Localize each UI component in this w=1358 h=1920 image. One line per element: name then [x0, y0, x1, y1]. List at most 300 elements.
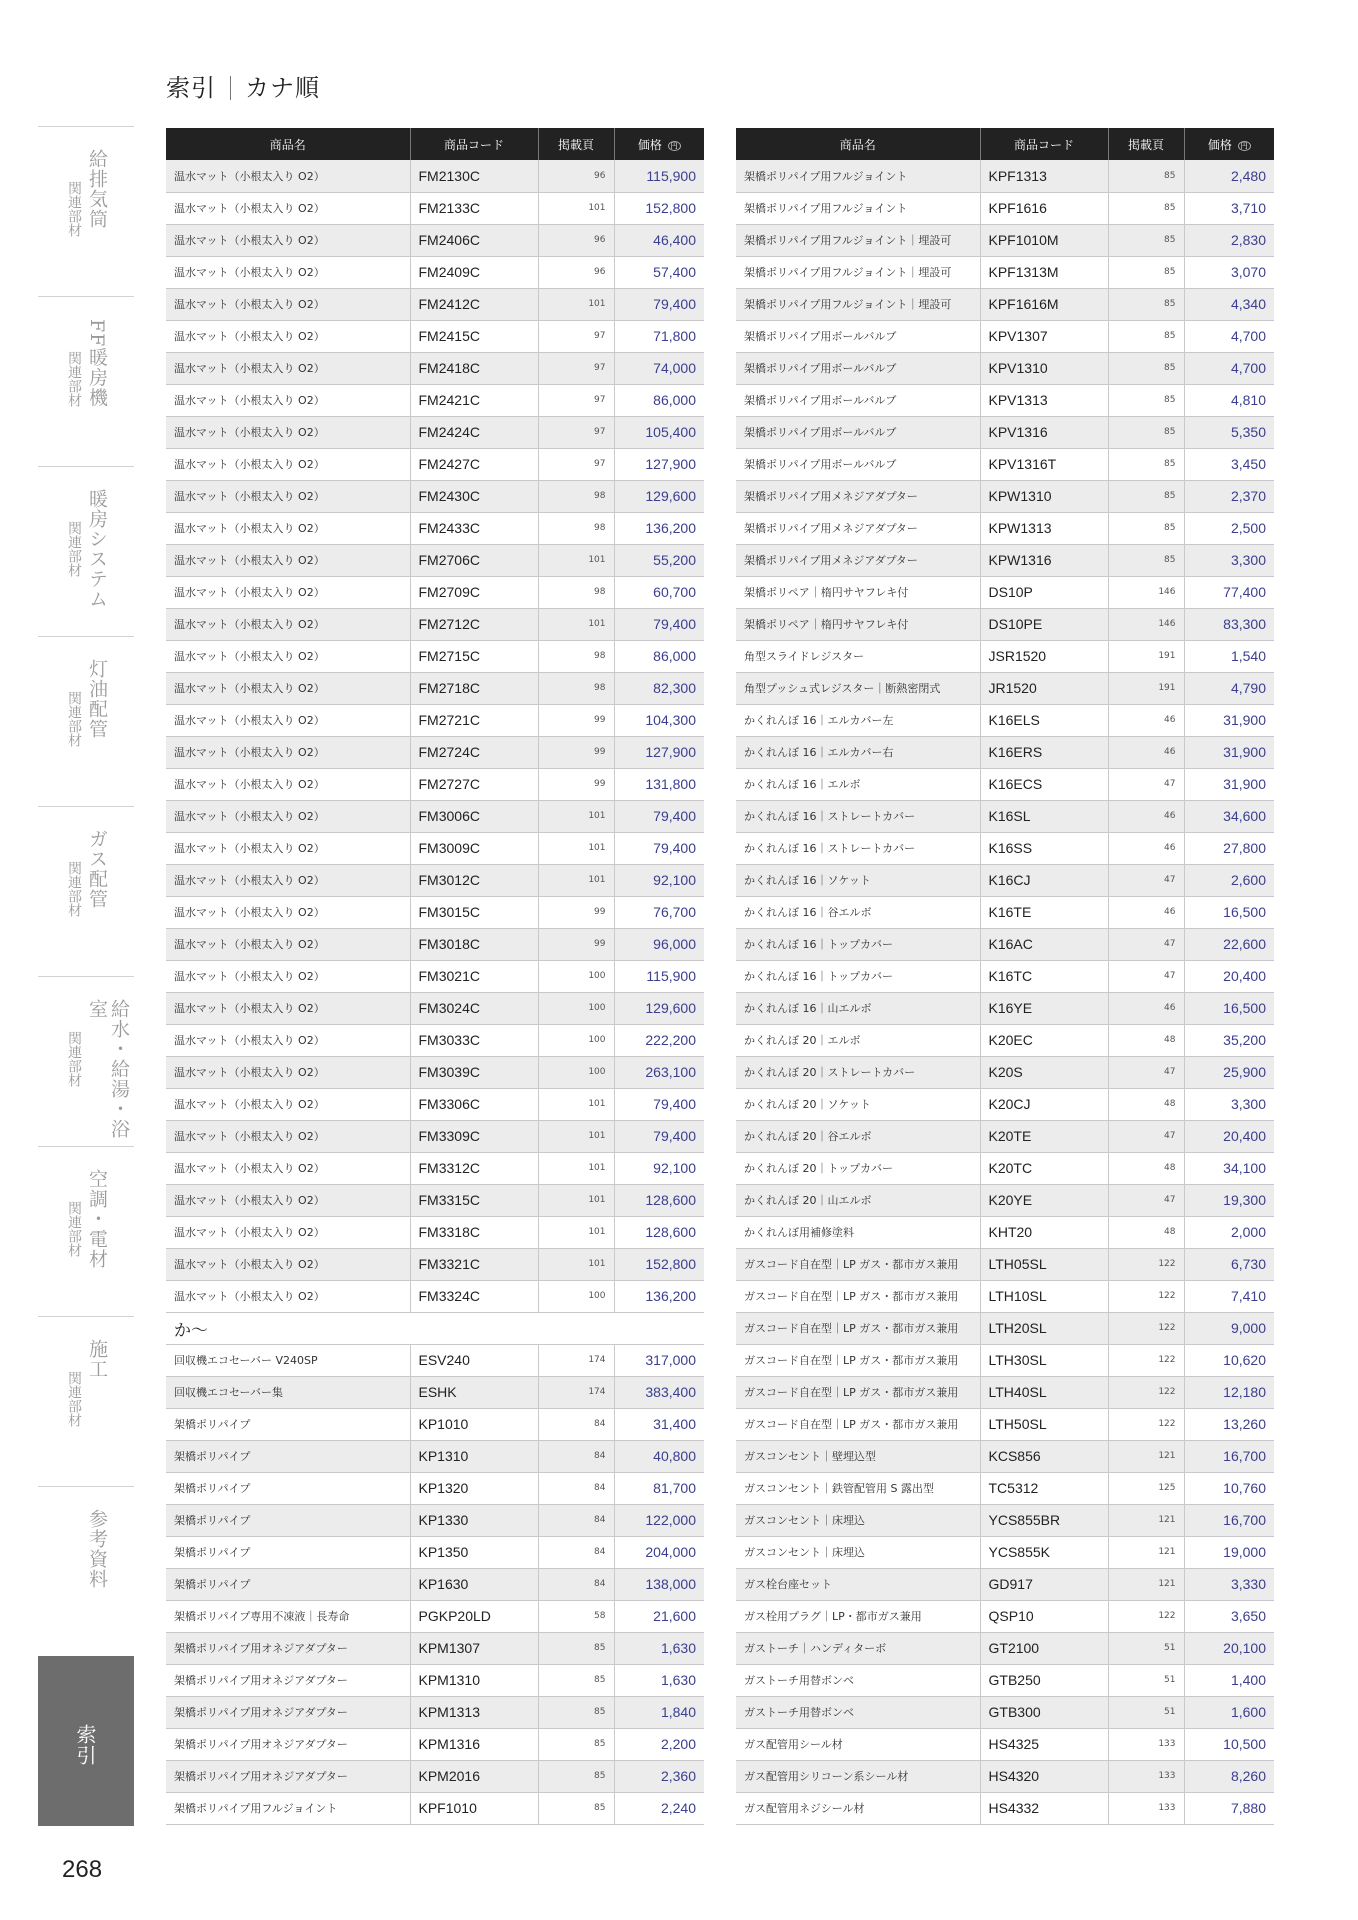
product-code: FM2424C — [410, 416, 538, 448]
product-code: KPV1307 — [980, 320, 1108, 352]
product-code: FM3024C — [410, 992, 538, 1024]
side-nav-item-label: 暖房システム — [86, 489, 108, 609]
page-ref: 58 — [538, 1600, 614, 1632]
page-ref: 101 — [538, 832, 614, 864]
price: 10,500 — [1184, 1728, 1274, 1760]
product-code: DS10P — [980, 576, 1108, 608]
price: 3,710 — [1184, 192, 1274, 224]
price: 4,340 — [1184, 288, 1274, 320]
price: 74,000 — [614, 352, 704, 384]
page-ref: 98 — [538, 480, 614, 512]
table-row — [166, 480, 704, 512]
price: 115,900 — [614, 960, 704, 992]
product-name: ガス配管用ネジシール材 — [736, 1792, 980, 1824]
page-ref: 85 — [1108, 544, 1184, 576]
table-row — [736, 1088, 1274, 1120]
product-code: FM2718C — [410, 672, 538, 704]
product-name: 架橋ポリパイプ用オネジアダプター — [166, 1664, 410, 1696]
product-code: FM2406C — [410, 224, 538, 256]
page-ref: 46 — [1108, 832, 1184, 864]
product-name: 架橋ポリペア｜楕円サヤフレキ付 — [736, 576, 980, 608]
table-row — [736, 1504, 1274, 1536]
price: 55,200 — [614, 544, 704, 576]
table-row — [736, 1792, 1274, 1824]
price: 82,300 — [614, 672, 704, 704]
price: 35,200 — [1184, 1024, 1274, 1056]
table-row — [166, 672, 704, 704]
price: 40,800 — [614, 1440, 704, 1472]
product-name: かくれんぼ 16｜ストレートカバー — [736, 800, 980, 832]
product-code: LTH10SL — [980, 1280, 1108, 1312]
page-ref: 46 — [1108, 800, 1184, 832]
product-code: LTH05SL — [980, 1248, 1108, 1280]
page-ref: 47 — [1108, 1120, 1184, 1152]
header-price — [614, 128, 704, 160]
product-code: K20TC — [980, 1152, 1108, 1184]
product-name: かくれんぼ 16｜エルボ — [736, 768, 980, 800]
price: 19,000 — [1184, 1536, 1274, 1568]
table-row — [736, 288, 1274, 320]
price: 2,480 — [1184, 160, 1274, 192]
side-nav-item[interactable] — [38, 296, 134, 466]
product-code: TC5312 — [980, 1472, 1108, 1504]
page-ref: 85 — [538, 1632, 614, 1664]
price: 31,400 — [614, 1408, 704, 1440]
product-name: かくれんぼ 16｜ソケット — [736, 864, 980, 896]
product-name: ガストーチ用替ボンベ — [736, 1664, 980, 1696]
product-name: 架橋ポリペア｜楕円サヤフレキ付 — [736, 608, 980, 640]
table-row — [736, 448, 1274, 480]
table-row — [736, 1568, 1274, 1600]
product-code: FM2712C — [410, 608, 538, 640]
product-code: KPV1310 — [980, 352, 1108, 384]
table-row — [166, 1792, 704, 1824]
product-code: KP1310 — [410, 1440, 538, 1472]
product-name: 温水マット（小根太入り O2） — [166, 352, 410, 384]
product-name: 架橋ポリパイプ用フルジョイント — [166, 1792, 410, 1824]
price: 3,450 — [1184, 448, 1274, 480]
table-row — [736, 992, 1274, 1024]
product-name: ガス配管用シール材 — [736, 1728, 980, 1760]
price: 2,370 — [1184, 480, 1274, 512]
product-code: FM3015C — [410, 896, 538, 928]
side-nav-item[interactable] — [38, 466, 134, 636]
page-ref: 84 — [538, 1472, 614, 1504]
product-name: 架橋ポリパイプ専用不凍液｜長寿命 — [166, 1600, 410, 1632]
product-name: 温水マット（小根太入り O2） — [166, 800, 410, 832]
table-row — [166, 288, 704, 320]
table-row — [166, 1376, 704, 1408]
table-row — [736, 1440, 1274, 1472]
side-nav-item-sublabel: 関連部材 — [66, 1201, 82, 1257]
page-ref: 51 — [1108, 1632, 1184, 1664]
product-code: FM2724C — [410, 736, 538, 768]
table-row — [166, 1184, 704, 1216]
table-row — [166, 1472, 704, 1504]
price: 57,400 — [614, 256, 704, 288]
product-code: FM2421C — [410, 384, 538, 416]
table-row — [736, 1472, 1274, 1504]
product-name: 温水マット（小根太入り O2） — [166, 608, 410, 640]
page-ref: 85 — [1108, 160, 1184, 192]
product-code: HS4325 — [980, 1728, 1108, 1760]
header-code: 商品コード — [410, 128, 538, 160]
page-ref: 101 — [538, 1088, 614, 1120]
product-code: KPF1010M — [980, 224, 1108, 256]
product-code: KPM1313 — [410, 1696, 538, 1728]
product-name: 架橋ポリパイプ — [166, 1440, 410, 1472]
page-ref: 98 — [538, 640, 614, 672]
page-ref: 85 — [538, 1696, 614, 1728]
side-nav-item[interactable] — [38, 636, 134, 806]
page-ref: 48 — [1108, 1024, 1184, 1056]
product-code: K20EC — [980, 1024, 1108, 1056]
side-nav-item-label: 給水・給湯・浴室 — [86, 999, 130, 1139]
side-nav-item-sublabel: 関連部材 — [66, 861, 82, 917]
product-code: KPF1313 — [980, 160, 1108, 192]
table-row — [166, 512, 704, 544]
table-header-row — [166, 128, 704, 160]
product-code: FM2706C — [410, 544, 538, 576]
product-code: K16TC — [980, 960, 1108, 992]
product-name: 温水マット（小根太入り O2） — [166, 416, 410, 448]
product-name: 温水マット（小根太入り O2） — [166, 1184, 410, 1216]
page-ref: 101 — [538, 1120, 614, 1152]
product-code: FM3012C — [410, 864, 538, 896]
price: 92,100 — [614, 1152, 704, 1184]
product-code: FM2709C — [410, 576, 538, 608]
price: 136,200 — [614, 1280, 704, 1312]
price: 16,500 — [1184, 992, 1274, 1024]
side-nav-item-sublabel: 関連部材 — [66, 691, 82, 747]
price: 20,400 — [1184, 960, 1274, 992]
product-name: 温水マット（小根太入り O2） — [166, 320, 410, 352]
page-ref: 97 — [538, 448, 614, 480]
side-nav-item[interactable] — [38, 1146, 134, 1316]
table-row — [736, 672, 1274, 704]
table-row — [166, 224, 704, 256]
page-ref: 46 — [1108, 736, 1184, 768]
product-code: KPM1310 — [410, 1664, 538, 1696]
table-row — [736, 1728, 1274, 1760]
page-ref: 85 — [1108, 384, 1184, 416]
table-row — [736, 1216, 1274, 1248]
product-name: 温水マット（小根太入り O2） — [166, 512, 410, 544]
product-name: かくれんぼ 16｜エルカバー右 — [736, 736, 980, 768]
page-ref: 51 — [1108, 1664, 1184, 1696]
page-ref: 101 — [538, 192, 614, 224]
price: 3,300 — [1184, 544, 1274, 576]
product-code: KPM2016 — [410, 1760, 538, 1792]
page-ref: 99 — [538, 736, 614, 768]
product-name: 架橋ポリパイプ — [166, 1568, 410, 1600]
product-code: K16TE — [980, 896, 1108, 928]
page-ref: 85 — [538, 1728, 614, 1760]
header-price-label: 価格 — [637, 137, 662, 152]
price: 129,600 — [614, 480, 704, 512]
product-name: 温水マット（小根太入り O2） — [166, 288, 410, 320]
page-ref: 125 — [1108, 1472, 1184, 1504]
price: 152,800 — [614, 1248, 704, 1280]
price: 1,630 — [614, 1632, 704, 1664]
product-name: 温水マット（小根太入り O2） — [166, 576, 410, 608]
product-code: FM3021C — [410, 960, 538, 992]
product-name: 温水マット（小根太入り O2） — [166, 1088, 410, 1120]
table-row — [736, 864, 1274, 896]
table-row — [166, 448, 704, 480]
product-name: 温水マット（小根太入り O2） — [166, 1152, 410, 1184]
page-ref: 85 — [1108, 288, 1184, 320]
product-name: 温水マット（小根太入り O2） — [166, 1280, 410, 1312]
product-name: 温水マット（小根太入り O2） — [166, 704, 410, 736]
product-code: FM3006C — [410, 800, 538, 832]
product-code: KPM1307 — [410, 1632, 538, 1664]
product-name: 架橋ポリパイプ — [166, 1536, 410, 1568]
product-code: K16YE — [980, 992, 1108, 1024]
side-nav-item-sublabel: 関連部材 — [66, 521, 82, 577]
product-code: HS4332 — [980, 1792, 1108, 1824]
price: 122,000 — [614, 1504, 704, 1536]
page-ref: 46 — [1108, 704, 1184, 736]
page-ref: 191 — [1108, 640, 1184, 672]
price: 2,600 — [1184, 864, 1274, 896]
product-code: FM3318C — [410, 1216, 538, 1248]
header-code: 商品コード — [980, 128, 1108, 160]
product-name: かくれんぼ 16｜山エルボ — [736, 992, 980, 1024]
product-code: FM3309C — [410, 1120, 538, 1152]
price: 60,700 — [614, 576, 704, 608]
product-code: LTH30SL — [980, 1344, 1108, 1376]
product-code: FM3321C — [410, 1248, 538, 1280]
product-code: K20TE — [980, 1120, 1108, 1152]
product-code: K16ELS — [980, 704, 1108, 736]
price: 4,700 — [1184, 320, 1274, 352]
product-code: K20S — [980, 1056, 1108, 1088]
product-name: 温水マット（小根太入り O2） — [166, 960, 410, 992]
table-row — [736, 1344, 1274, 1376]
price: 2,240 — [614, 1792, 704, 1824]
product-code: K16SS — [980, 832, 1108, 864]
product-name: ガスコード自在型｜LP ガス・都市ガス兼用 — [736, 1344, 980, 1376]
side-nav-item-sublabel: 関連部材 — [66, 1031, 82, 1087]
page-ref: 85 — [1108, 448, 1184, 480]
product-code: FM3033C — [410, 1024, 538, 1056]
table-row — [166, 1408, 704, 1440]
page-ref: 100 — [538, 960, 614, 992]
table-row — [736, 1376, 1274, 1408]
price: 383,400 — [614, 1376, 704, 1408]
table-row — [736, 256, 1274, 288]
product-name: 温水マット（小根太入り O2） — [166, 1024, 410, 1056]
product-name: 架橋ポリパイプ用ボールバルブ — [736, 384, 980, 416]
page-number: 268 — [62, 1856, 103, 1883]
price: 2,500 — [1184, 512, 1274, 544]
price: 34,100 — [1184, 1152, 1274, 1184]
product-code: FM2130C — [410, 160, 538, 192]
product-name: 温水マット（小根太入り O2） — [166, 544, 410, 576]
page-ref: 100 — [538, 1024, 614, 1056]
price: 127,900 — [614, 448, 704, 480]
product-code: PGKP20LD — [410, 1600, 538, 1632]
product-name: ガスコンセント｜床埋込 — [736, 1536, 980, 1568]
price: 83,300 — [1184, 608, 1274, 640]
product-name: かくれんぼ 16｜トップカバー — [736, 960, 980, 992]
product-code: LTH50SL — [980, 1408, 1108, 1440]
table-row — [736, 1120, 1274, 1152]
price: 96,000 — [614, 928, 704, 960]
table-row — [736, 384, 1274, 416]
table-row — [166, 608, 704, 640]
product-name: 温水マット（小根太入り O2） — [166, 1056, 410, 1088]
table-row — [166, 320, 704, 352]
price: 86,000 — [614, 384, 704, 416]
page-ref: 174 — [538, 1344, 614, 1376]
page-ref: 97 — [538, 384, 614, 416]
price: 138,000 — [614, 1568, 704, 1600]
table-row — [166, 928, 704, 960]
page-ref: 46 — [1108, 992, 1184, 1024]
page-ref: 96 — [538, 256, 614, 288]
product-name: ガスコンセント｜鉄管配管用 S 露出型 — [736, 1472, 980, 1504]
price: 71,800 — [614, 320, 704, 352]
product-name: 架橋ポリパイプ — [166, 1504, 410, 1536]
product-code: FM2412C — [410, 288, 538, 320]
table-row — [736, 1600, 1274, 1632]
table-row — [166, 896, 704, 928]
price: 4,700 — [1184, 352, 1274, 384]
index-table-right — [736, 128, 1274, 1825]
page-ref: 101 — [538, 608, 614, 640]
table-row — [736, 416, 1274, 448]
table-row — [736, 1696, 1274, 1728]
page-ref: 101 — [538, 1184, 614, 1216]
side-nav-item[interactable] — [38, 126, 134, 296]
price: 79,400 — [614, 608, 704, 640]
side-nav-item[interactable] — [38, 976, 134, 1146]
side-nav-item-sublabel: 関連部材 — [66, 351, 82, 407]
price: 16,500 — [1184, 896, 1274, 928]
page-ref: 101 — [538, 544, 614, 576]
price: 222,200 — [614, 1024, 704, 1056]
price: 20,400 — [1184, 1120, 1274, 1152]
product-name: 架橋ポリパイプ — [166, 1472, 410, 1504]
side-nav-item[interactable] — [38, 806, 134, 976]
page-ref: 47 — [1108, 1184, 1184, 1216]
price: 104,300 — [614, 704, 704, 736]
page-ref: 47 — [1108, 960, 1184, 992]
table-row — [736, 480, 1274, 512]
table-row — [166, 1216, 704, 1248]
product-code: GTB250 — [980, 1664, 1108, 1696]
table-row — [166, 256, 704, 288]
product-code: KP1630 — [410, 1568, 538, 1600]
table-row — [166, 1056, 704, 1088]
page-ref: 85 — [1108, 352, 1184, 384]
page-ref: 47 — [1108, 928, 1184, 960]
side-nav-item-label: ガス配管 — [86, 829, 108, 909]
side-nav-item[interactable] — [38, 1656, 134, 1826]
price: 1,600 — [1184, 1696, 1274, 1728]
price: 3,650 — [1184, 1600, 1274, 1632]
page-ref: 51 — [1108, 1696, 1184, 1728]
product-code: LTH20SL — [980, 1312, 1108, 1344]
page-ref: 98 — [538, 512, 614, 544]
page-ref: 99 — [538, 768, 614, 800]
product-name: かくれんぼ 20｜ストレートカバー — [736, 1056, 980, 1088]
page-ref: 84 — [538, 1568, 614, 1600]
product-name: 温水マット（小根太入り O2） — [166, 672, 410, 704]
table-row — [166, 384, 704, 416]
price: 131,800 — [614, 768, 704, 800]
page-ref: 47 — [1108, 864, 1184, 896]
product-name: ガス栓台座セット — [736, 1568, 980, 1600]
price: 2,360 — [614, 1760, 704, 1792]
table-row — [166, 1536, 704, 1568]
product-code: FM2415C — [410, 320, 538, 352]
price: 13,260 — [1184, 1408, 1274, 1440]
header-name: 商品名 — [736, 128, 980, 160]
price: 31,900 — [1184, 768, 1274, 800]
product-code: FM2727C — [410, 768, 538, 800]
product-code: JR1520 — [980, 672, 1108, 704]
page-ref: 133 — [1108, 1760, 1184, 1792]
title-separator — [230, 76, 231, 100]
table-row — [736, 576, 1274, 608]
table-row — [736, 1632, 1274, 1664]
side-nav-item-label: 施工 — [86, 1339, 108, 1379]
page-ref: 191 — [1108, 672, 1184, 704]
product-name: 温水マット（小根太入り O2） — [166, 224, 410, 256]
price: 79,400 — [614, 1120, 704, 1152]
table-row — [166, 192, 704, 224]
product-name: かくれんぼ 16｜谷エルボ — [736, 896, 980, 928]
product-name: かくれんぼ 20｜谷エルボ — [736, 1120, 980, 1152]
product-name: 温水マット（小根太入り O2） — [166, 928, 410, 960]
price: 79,400 — [614, 832, 704, 864]
product-name: かくれんぼ 16｜エルカバー左 — [736, 704, 980, 736]
side-nav-item[interactable] — [38, 1316, 134, 1486]
table-row — [736, 608, 1274, 640]
product-code: HS4320 — [980, 1760, 1108, 1792]
page-ref: 96 — [538, 224, 614, 256]
price: 152,800 — [614, 192, 704, 224]
product-name: 温水マット（小根太入り O2） — [166, 448, 410, 480]
price: 3,070 — [1184, 256, 1274, 288]
price: 317,000 — [614, 1344, 704, 1376]
product-name: ガスコード自在型｜LP ガス・都市ガス兼用 — [736, 1312, 980, 1344]
product-name: 架橋ポリパイプ用ボールバルブ — [736, 416, 980, 448]
product-name: 架橋ポリパイプ用ボールバルブ — [736, 448, 980, 480]
product-code: FM3009C — [410, 832, 538, 864]
price: 79,400 — [614, 800, 704, 832]
product-name: かくれんぼ 20｜山エルボ — [736, 1184, 980, 1216]
price: 2,200 — [614, 1728, 704, 1760]
product-code: FM2427C — [410, 448, 538, 480]
product-name: 架橋ポリパイプ用フルジョイント｜埋設可 — [736, 256, 980, 288]
price: 128,600 — [614, 1216, 704, 1248]
page-ref: 121 — [1108, 1440, 1184, 1472]
product-code: GD917 — [980, 1568, 1108, 1600]
product-name: ガストーチ用替ボンベ — [736, 1696, 980, 1728]
side-nav-item[interactable] — [38, 1486, 134, 1656]
page-ref: 85 — [1108, 480, 1184, 512]
product-name: 温水マット（小根太入り O2） — [166, 896, 410, 928]
table-row — [166, 800, 704, 832]
page-title-sub: カナ順 — [245, 74, 320, 102]
table-row — [736, 960, 1274, 992]
table-row — [166, 832, 704, 864]
product-name: ガス栓用プラグ｜LP・都市ガス兼用 — [736, 1600, 980, 1632]
